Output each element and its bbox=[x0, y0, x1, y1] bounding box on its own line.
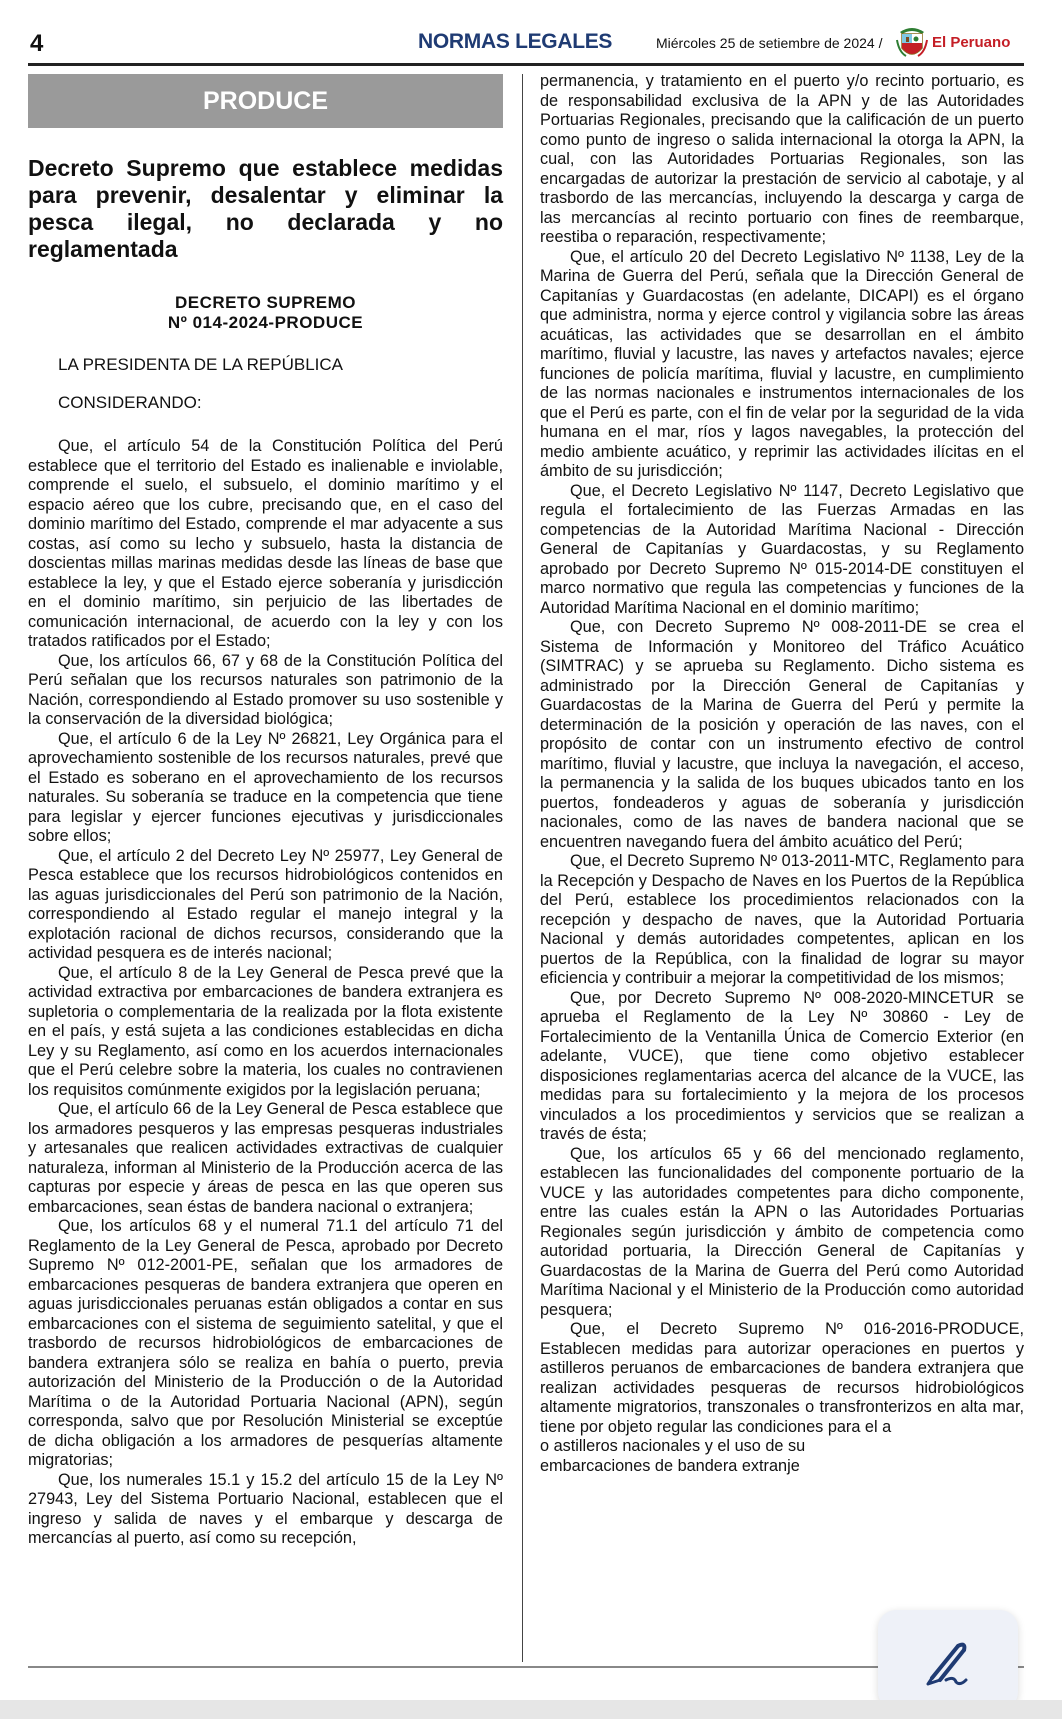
ministry-banner: PRODUCE bbox=[28, 74, 503, 128]
pen-edit-icon bbox=[922, 1636, 974, 1688]
paragraph: Que, el Decreto Legislativo Nº 1147, Decreto Legislativo que regula el fortalecimiento de las Fuerzas Armadas en las competencias de la Autoridad Marítima Nacional - Dirección General de Capitanías y Guardacostas, y su Reglamento aprobado por Decreto Supremo Nº 015-2014-DE constituyen el marco normativo que regula las competencias y funciones de la Autoridad Marítima Nacional en el dominio marítimo; bbox=[540, 481, 1024, 617]
paragraph: Que, el artículo 6 de la Ley Nº 26821, Ley Orgánica para el aprovechamiento sostenible de los recursos naturales, prevé que el Estado es soberano en el aprovechamiento de los recursos naturales. Su soberanía se traduce en la competencia que tiene para legislar y ejercer funciones ejecutivas y jurisdiccionales sobre ellos; bbox=[28, 729, 503, 845]
right-column bbox=[540, 72, 1024, 1476]
paragraph: Que, el artículo 66 de la Ley General de Pesca establece que los armadores pesqueros y las empresas pesqueras industriales y artesanales que realicen actividades extractivas de cualquier naturaleza, informan al Ministerio de la Producción acerca de las capturas por especie y áreas de pesca en las que operen sus embarcaciones, sean éstas de bandera nacional o extranjera; bbox=[28, 1100, 503, 1216]
considerando-heading: CONSIDERANDO: bbox=[58, 393, 202, 412]
paragraph: Que, el artículo 8 de la Ley General de Pesca prevé que la actividad extractiva por embarcaciones de bandera extranjera es supletoria o complementaria de la realizada por la flota existente en el país, y está sujeta a las condiciones establecidas en dicha Ley y su Reglamento, así como en los acuerdos internacionales que el Perú celebre sobre la materia, los cuales no contravienen los requisitos comúnmente exigidos por la legislación peruana; bbox=[28, 963, 503, 1099]
newspaper-name: El Peruano bbox=[932, 34, 1011, 51]
paragraph: Que, el artículo 20 del Decreto Legislativo Nº 1138, Ley de la Marina de Guerra del Perú, señala que la Dirección General de Capitanías y Guardacostas (en adelante, DICAPI) es el órgano que administra, norma y ejerce control y vigilancia sobre las áreas acuáticas, las actividades que se desarrollan en el ámbito marítimo, fluvial y lacustre, las naves y artefactos navales; ejerce funciones de policía marítima, fluvial y lacustre, en cumplimiento de las normas nacionales e instrumentos internacionales de los que el Perú es parte, con el fin de velar por la seguridad de la vida humana en el mar, ríos y lagos navegables, la protección del medio ambiente acuático, y reprimir las actividades ilícitas en el ámbito de su jurisdicción; bbox=[540, 247, 1024, 480]
paragraph: Que, los artículos 68 y el numeral 71.1 del artículo 71 del Reglamento de la Ley General de Pesca, aprobado por Decreto Supremo Nº 012-2001-PE, señalan que los armadores de embarcaciones pesqueras de bandera extranjera que operen en aguas jurisdiccionales peruanas están obligados a contar en sus embarcaciones con el sistema de seguimiento satelital, y que el trasbordo de recursos hidrobiológicos de embarcaciones de bandera extranjera sólo se realiza en bahía o puerto, previa autorización del Ministerio de la Producción o de la Autoridad Marítima o de la Autoridad Portuaria Nacional (APN), según corresponda, salvo que por Resolución Ministerial se exceptúe de dicha obligación a los armadores de pesquerías altamente migratorias; bbox=[28, 1217, 503, 1469]
paragraph: Que, por Decreto Supremo Nº 008-2020-MINCETUR se aprueba el Reglamento de la Ley Nº 30860 - Ley de Fortalecimiento de la Ventanilla Única de Comercio Exterior (en adelante, VUCE), que tiene como objetivo establecer disposiciones reglamentarias acerca del alcance de la VUCE, las medidas para su fortalecimiento y la mejora de los procesos vinculados a los procedimientos y servicios que se realizan a través de ésta; bbox=[540, 988, 1024, 1143]
paragraph: Que, el artículo 2 del Decreto Ley Nº 25977, Ley General de Pesca establece que los recursos hidrobiológicos contenidos en las aguas jurisdiccionales del Perú son patrimonio de la Nación, correspondiendo al Estado regular el manejo integral y la explotación racional de dichos recursos, considerando que la actividad pesquera es de interés nacional; bbox=[28, 846, 503, 962]
decree-number: Nº 014-2024-PRODUCE bbox=[167, 313, 364, 332]
newspaper-page bbox=[28, 24, 1024, 1669]
paragraph: Que, los artículos 65 y 66 del mencionado reglamento, establecen las funcionalidades del componente portuario de la VUCE y las autoridades competentes para dicho componente, entre las cuales están la APN o las Autoridades Portuarias Regionales según jurisdicción y ámbito de competencia como autoridad portuaria, la Dirección General de Capitanías y Guardacostas de la Marina de Guerra del Perú como Autoridad Marítima Nacional y el Ministerio de la Producción como autoridad pesquera; bbox=[540, 1144, 1024, 1319]
left-body bbox=[28, 437, 503, 1549]
page-header bbox=[28, 24, 1024, 66]
paragraph-continuation: permanencia, y tratamiento en el puerto y/o recinto portuario, es de responsabilidad exclusiva de la APN y de las Autoridades Portuarias Regionales, precisando que la calificación de un puerto como punto de ingreso o salida internacional la otorga la APN, la cual, con las Autoridades Portuarias Regionales, son las encargadas de autorizar la prestación de servicio al cabotaje, y al trasbordo de las mercancías, incluyendo la descarga y carga de las mercancías al recinto portuario con fines de reembarque, reestiba o reparación, respectivamente; bbox=[540, 72, 1024, 246]
paragraph-line: o astilleros nacionales y el uso de su bbox=[540, 1437, 806, 1455]
bottom-bar bbox=[0, 1700, 1062, 1719]
page-number: 4 bbox=[30, 30, 44, 57]
paragraph: Que, el artículo 54 de la Constitución Política del Perú establece que el territorio del Estado es inalienable e inviolable, comprende el suelo, el subsuelo, el dominio marítimo y el espacio aéreo que los cubre, precisando que, en el caso del dominio marítimo del Estado, comprende el mar adyacente a sus costas, así como su lecho y subsuelo, hasta la distancia de doscientas millas marinas medidas desde las líneas de base que establece la ley, y que el Estado ejerce soberanía y jurisdicción en el dominio marítimo, sin perjuicio de las libertades de comunicación internacional, de acuerdo con la ley y con los tratados ratificados por el Estado; bbox=[28, 437, 503, 650]
paragraph: Que, los artículos 66, 67 y 68 de la Constitución Política del Perú señalan que los recursos naturales son patrimonio de la Nación, correspondiendo al Estado promover su uso sostenible y la conservación de la diversidad biológica; bbox=[28, 651, 503, 728]
column-divider bbox=[522, 74, 523, 1662]
paragraph: Que, el Decreto Supremo Nº 013-2011-MTC, Reglamento para la Recepción y Despacho de Naves en los Puertos de la República del Perú, establece los procedimientos relacionados con la recepción y despacho de naves, que la Autoridad Portuaria Nacional y demás autoridades competentes, aplican en los puertos de la República, con la finalidad de lograr su mayor eficiencia y contribuir a mejorar la competitividad de los mismos; bbox=[540, 852, 1024, 987]
edit-floating-button[interactable] bbox=[878, 1610, 1018, 1710]
paragraph: Que, los numerales 15.1 y 15.2 del artículo 15 de la Ley Nº 27943, Ley del Sistema Portuario Nacional, establecen que el ingreso y salida de naves y el embarque y descarga de mercancías al puerto, así como su recepción, bbox=[28, 1470, 503, 1547]
section-name: NORMAS LEGALES bbox=[418, 30, 613, 53]
left-column bbox=[28, 74, 503, 1549]
peru-coat-of-arms-icon bbox=[896, 26, 928, 60]
decree-title: Decreto Supremo que establece medidas para prevenir, desalentar y eliminar la pesca ilegal, no declarada y no reglamentada bbox=[28, 155, 503, 262]
paragraph: Que, el Decreto Supremo Nº 016-2016-PRODUCE, Establecen medidas para autorizar operaciones en puertos y astilleros peruanos de embarcaciones de bandera extranjera que realizan actividades pesqueras de recursos hidrobiológicos altamente migratorios, transzonales o transfronterizos en alta mar, tiene por objeto regular las condiciones para el a bbox=[540, 1320, 1024, 1436]
publication-date: Miércoles 25 de setiembre de 2024 / bbox=[656, 35, 883, 51]
paragraph-line: embarcaciones de bandera extranje bbox=[540, 1456, 800, 1475]
paragraph: Que, con Decreto Supremo Nº 008-2011-DE se crea el Sistema de Información y Monitoreo del Tráfico Acuático (SIMTRAC) y se aprueba su Reglamento. Dicho sistema es administrado por la Dirección General de Capitanías y Guardacostas de la Marina de Guerra del Perú y permite la determinación de la posición y operación de las naves, con el propósito de contar con un instrumento efectivo de control marítimo, fluvial y lacustre, que incluya la navegación, el acceso, la permanencia y la salida de los buques ubicados tanto en los puertos, fondeaderos y aguas de soberanía y jurisdicción nacionales, como de las naves de bandera nacional que se encuentren navegando fuera del ámbito acuático del Perú; bbox=[540, 618, 1024, 851]
footer-rule bbox=[28, 1666, 1024, 1668]
president-opener: LA PRESIDENTA DE LA REPÚBLICA bbox=[58, 355, 344, 374]
decree-label: DECRETO SUPREMO bbox=[175, 293, 356, 312]
